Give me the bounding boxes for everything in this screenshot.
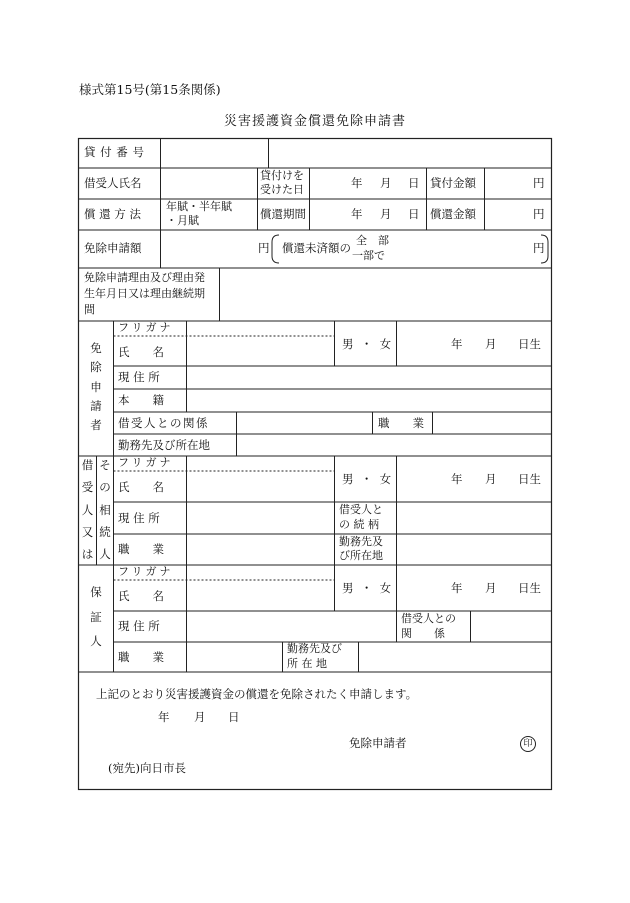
outstanding-label: 償還未済額の — [282, 241, 351, 255]
guarantor-gender: 男 ・ 女 — [342, 581, 392, 595]
option-all: 全 部 — [356, 234, 389, 247]
loan-number-label: 貸 付 番 号 — [84, 145, 145, 159]
reason-label-line3: 間 — [84, 303, 95, 316]
repayment-method-label: 償 還 方 法 — [84, 207, 141, 221]
guarantor-birth-year: 年 — [451, 581, 463, 595]
repayment-period-label: 償還期間 — [260, 207, 306, 221]
guarantor-workplace-label-1: 勤務先及び — [287, 642, 342, 655]
guarantor-relation-label-1: 借受人との — [401, 612, 456, 625]
heir-relation-label-2: の 続 柄 — [339, 518, 379, 531]
form-title: 災害援護資金償還免除申請書 — [223, 114, 406, 129]
loan-date-label-1: 貸付けを — [260, 169, 304, 182]
reason-label-line1: 免除申請理由及び理由発 — [84, 271, 205, 284]
guarantor-name-label: 氏 名 — [118, 589, 164, 603]
applicant-signature-label: 免除申請者 — [349, 736, 407, 750]
applicant-birth-day: 日生 — [518, 337, 541, 351]
guarantor-section-label: 保 証 人 — [90, 585, 102, 648]
repayment-period-day: 日 — [408, 207, 420, 221]
guarantor-workplace-label-2: 所 在 地 — [287, 657, 327, 670]
borrower-name-label: 借受人氏名 — [84, 176, 142, 190]
applicant-section-label: 免 除 申 請 者 — [90, 341, 102, 432]
applicant-domicile-label: 本 籍 — [118, 393, 164, 407]
exemption-amount-label: 免除申請額 — [84, 241, 142, 255]
seal-mark: 印 — [520, 736, 536, 752]
heir-section-label-col2: そ の 相 続 人 — [99, 458, 111, 561]
applicant-workplace-label: 勤務先及び所在地 — [118, 438, 210, 452]
heir-section-label-col1: 借 受 人 又 は — [81, 458, 94, 561]
heir-name-label: 氏 名 — [118, 480, 164, 494]
application-date-month: 月 — [194, 710, 206, 724]
option-part: 一部で — [352, 249, 385, 262]
repayment-period-month: 月 — [380, 207, 392, 221]
heir-birth-month: 月 — [485, 472, 497, 486]
guarantor-occupation-label: 職 業 — [118, 650, 164, 664]
heir-occupation-label: 職 業 — [118, 542, 164, 556]
applicant-furigana-label: フリガナ — [118, 321, 174, 334]
guarantor-furigana-label: フリガナ — [118, 565, 174, 578]
loan-amount-yen: 円 — [533, 176, 545, 190]
repayment-method-option-2: ・月賦 — [166, 214, 199, 227]
heir-birth-day: 日生 — [518, 472, 541, 486]
heir-birth-year: 年 — [451, 472, 463, 486]
applicant-gender: 男 ・ 女 — [342, 337, 392, 351]
loan-amount-label: 貸付金額 — [430, 176, 476, 190]
exemption-amount-yen: 円 — [258, 241, 270, 255]
repayment-amount-yen: 円 — [533, 207, 545, 221]
form-number: 様式第15号(第15条関係) — [79, 82, 221, 97]
applicant-birth-year: 年 — [451, 337, 463, 351]
applicant-name-label: 氏 名 — [118, 345, 164, 359]
reason-label-line2: 生年月日又は理由継続期 — [84, 287, 205, 300]
application-date-day: 日 — [228, 710, 240, 724]
application-date-year: 年 — [158, 710, 170, 724]
applicant-birth-month: 月 — [485, 337, 497, 351]
guarantor-address-label: 現 住 所 — [118, 619, 160, 633]
heir-workplace-label-2: び所在地 — [339, 549, 383, 562]
guarantor-birth-month: 月 — [485, 581, 497, 595]
applicant-address-label: 現 住 所 — [118, 370, 160, 384]
heir-address-label: 現 住 所 — [118, 511, 160, 525]
repayment-amount-label: 償還金額 — [430, 207, 476, 221]
repayment-method-option-1: 年賦・半年賦 — [166, 200, 232, 213]
repayment-period-year: 年 — [351, 207, 363, 221]
loan-date-day: 日 — [408, 176, 420, 190]
heir-furigana-label: フリガナ — [118, 456, 174, 469]
loan-date-label-2: 受けた日 — [260, 183, 304, 196]
applicant-relation-label: 借受人との関係 — [118, 416, 209, 430]
outstanding-yen: 円 — [533, 241, 545, 255]
heir-gender: 男 ・ 女 — [342, 472, 392, 486]
loan-date-month: 月 — [380, 176, 392, 190]
guarantor-relation-label-2: 関 係 — [401, 627, 445, 640]
guarantor-birth-day: 日生 — [518, 581, 541, 595]
heir-workplace-label-1: 勤務先及 — [339, 535, 383, 548]
addressee: (宛先)向日市長 — [108, 761, 186, 775]
applicant-occupation-label: 職 業 — [378, 416, 424, 430]
application-statement: 上記のとおり災害援護資金の償還を免除されたく申請します。 — [96, 687, 418, 701]
heir-relation-label-1: 借受人と — [339, 503, 383, 516]
loan-date-year: 年 — [351, 176, 363, 190]
